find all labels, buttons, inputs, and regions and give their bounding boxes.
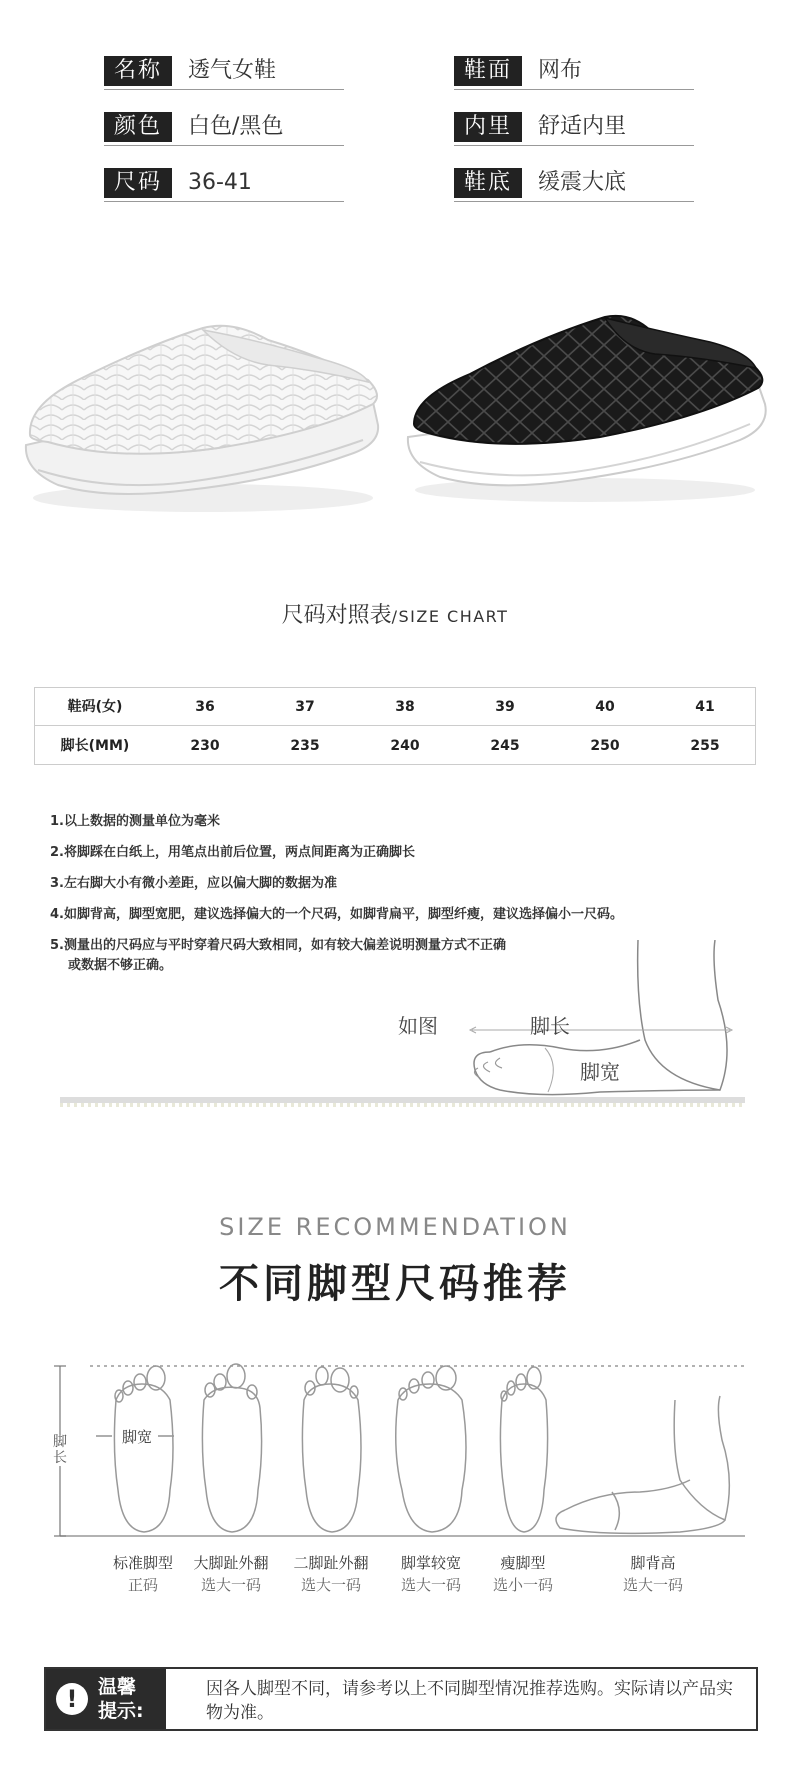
table-cell: 255 [690,738,720,754]
spec-label: 颜色 [104,112,172,142]
spec-name [104,52,344,90]
note-item: 2.将脚踩在白纸上，用笔点出前后位置，两点间距离为正确脚长 [50,845,415,860]
foot-measure-figure [0,940,790,1120]
spec-upper [454,52,694,90]
label-foot-width: 脚宽 [580,1060,620,1084]
note-item: 1.以上数据的测量单位为毫米 [50,814,220,829]
spec-lining [454,108,694,146]
foot-type-rec: 选大一码 [200,1576,261,1594]
spec-value: 舒适内里 [538,114,627,139]
spec-size [104,164,344,202]
label-foot-width: 脚宽 [122,1428,153,1446]
note-item: 4.如脚背高，脚型宽肥，建议选择偏大的一个尺码，如脚背扁平，脚型纤瘦，建议选择偏小一尺码。 [50,907,623,922]
foot-type-name: 大脚趾外翻 [193,1554,269,1572]
foot-type-name: 脚背高 [630,1554,676,1572]
foot-type-rec: 选大一码 [300,1576,361,1594]
table-row-size [35,688,755,726]
table-cell: 36 [195,699,215,715]
foot-type-name: 二脚趾外翻 [293,1554,369,1572]
note-item-continued: 或数据不够正确。 [68,958,173,973]
label-foot-length: 脚长 [530,1014,570,1038]
tips-text: 因各人脚型不同，请参考以上不同脚型情况推荐选购。实际请以产品实物为准。 [206,1679,733,1723]
spec-label: 内里 [454,112,522,142]
table-cell: 245 [490,738,520,754]
tips-label-line1: 温馨 [98,1676,137,1698]
foot-type-bunion [176,1552,286,1596]
foot-type-rec: 选大一码 [622,1576,683,1594]
foot-type-name: 标准脚型 [112,1554,173,1572]
recommendation-title-cn: 不同脚型尺码推荐 [219,1261,571,1307]
exclamation-icon: ! [56,1683,88,1715]
label-as-shown: 如图 [398,1014,438,1038]
table-cell: 40 [595,699,615,715]
foot-types-illustration [0,1360,790,1560]
spec-value: 白色/黑色 [188,114,284,139]
size-chart-title-cn: 尺码对照表 [281,603,392,628]
foot-type-rec: 正码 [127,1576,158,1594]
table-cell: 250 [590,738,620,754]
spec-label: 鞋底 [454,168,522,198]
spec-label: 尺码 [104,168,172,198]
tips-label [98,1675,158,1723]
note-item: 3.左右脚大小有微小差距，应以偏大脚的数据为准 [50,876,337,891]
foot-types-outlines [0,1360,790,1560]
table-cell: 240 [390,738,420,754]
table-head-size: 鞋码(女) [67,699,123,715]
foot-type-high-instep [598,1552,708,1596]
table-cell: 230 [190,738,220,754]
table-row-length [35,727,755,765]
foot-outline-illustration [0,940,790,1120]
foot-type-slim [468,1552,578,1596]
spec-value: 透气女鞋 [188,58,277,83]
table-cell: 41 [695,699,715,715]
foot-type-name: 脚掌较宽 [400,1554,461,1572]
table-cell: 38 [395,699,415,715]
size-table [34,687,756,765]
spec-value: 36-41 [188,170,252,195]
foot-type-rec: 选大一码 [400,1576,461,1594]
tips-label-box [46,1669,166,1729]
spec-sole [454,164,694,202]
size-chart-title-en: /SIZE CHART [391,607,509,626]
spec-label: 名称 [104,56,172,86]
table-cell: 37 [295,699,315,715]
foot-type-second-toe [276,1552,386,1596]
foot-type-name: 瘦脚型 [500,1554,546,1572]
spec-color [104,108,344,146]
table-cell: 39 [495,699,515,715]
tips-box [44,1667,758,1731]
note-item: 5.测量出的尺码应与平时穿着尺码大致相同，如有较大偏差说明测量方式不正确 [50,938,506,953]
black-shoe-image [400,312,770,512]
spec-value: 网布 [538,58,583,83]
spec-label: 鞋面 [454,56,522,86]
spec-row [104,164,694,202]
label-foot-length: 脚长 [50,1434,70,1466]
table-head-length: 脚长(MM) [60,738,130,754]
table-cell: 235 [290,738,320,754]
tips-label-line2: 提示: [98,1700,144,1722]
spec-value: 缓震大底 [538,170,627,195]
white-shoe-image [18,320,388,520]
spec-row [104,52,694,90]
recommendation-title-en: SIZE RECOMMENDATION [219,1213,571,1241]
size-chart-title [0,598,790,629]
foot-type-rec: 选小一码 [492,1576,553,1594]
spec-row [104,108,694,146]
